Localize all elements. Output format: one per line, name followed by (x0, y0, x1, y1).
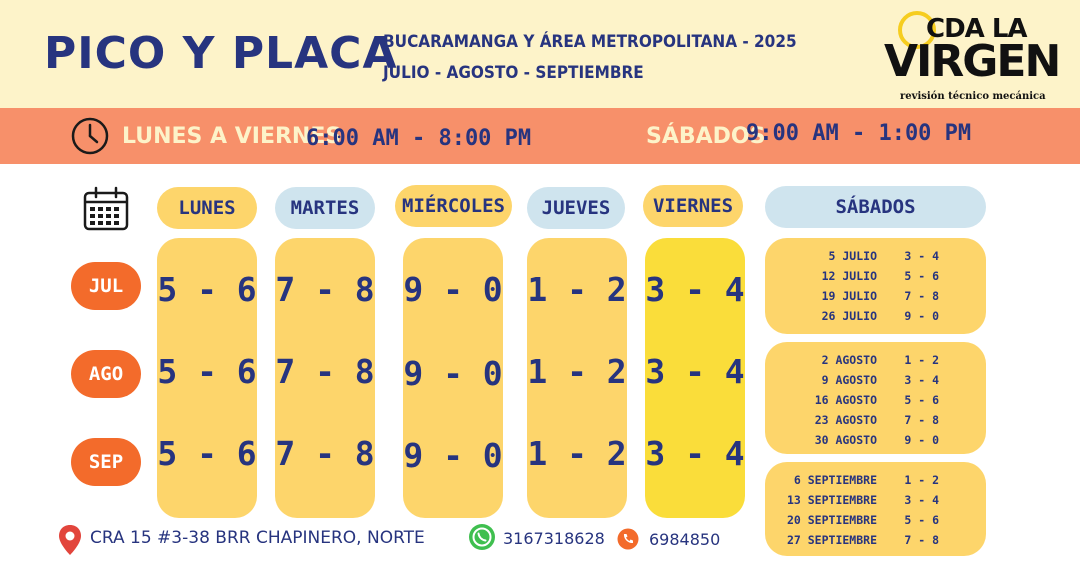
header-subtitle-months: JULIO - AGOSTO - SEPTIEMBRE (383, 63, 644, 83)
saturday-label: SÁBADOS (646, 124, 766, 149)
plate-viernes-jul: 3 - 4 (645, 270, 745, 309)
cda-la-virgen-logo (880, 8, 1060, 104)
plate-lunes-sep: 5 - 6 (157, 434, 257, 473)
day-header-sabados: SÁBADOS (765, 186, 986, 228)
whatsapp-icon (468, 523, 496, 551)
saturday-plates: 7 - 8 (904, 413, 939, 427)
plate-martes-jul: 7 - 8 (275, 270, 375, 309)
day-header-martes: MARTES (275, 187, 375, 229)
plate-miercoles-jul: 9 - 0 (403, 270, 503, 309)
saturday-plates: 7 - 8 (904, 533, 939, 547)
column-lunes (157, 238, 257, 518)
saturday-date: 20 SEPTIEMBRE (786, 513, 877, 527)
saturday-date: 23 AGOSTO (814, 413, 877, 427)
saturday-plates: 5 - 6 (904, 513, 939, 527)
saturday-date: 6 SEPTIEMBRE (793, 473, 877, 487)
saturday-date: 9 AGOSTO (821, 373, 877, 387)
saturday-plates: 7 - 8 (904, 289, 939, 303)
saturday-row (765, 530, 986, 550)
saturday-date: 12 JULIO (821, 269, 877, 283)
plate-martes-ago: 7 - 8 (275, 352, 375, 391)
saturday-box-jul (765, 238, 986, 334)
column-viernes (645, 238, 745, 518)
saturday-row (765, 510, 986, 530)
plate-jueves-jul: 1 - 2 (527, 270, 627, 309)
saturday-box-ago (765, 342, 986, 454)
plate-viernes-ago: 3 - 4 (645, 352, 745, 391)
plate-jueves-sep: 1 - 2 (527, 434, 627, 473)
saturday-plates: 3 - 4 (904, 249, 939, 263)
saturday-box-sep (765, 462, 986, 556)
saturday-plates: 5 - 6 (904, 269, 939, 283)
plate-miercoles-ago: 9 - 0 (403, 354, 503, 393)
saturday-date: 19 JULIO (821, 289, 877, 303)
saturday-date: 27 SEPTIEMBRE (786, 533, 877, 547)
plate-miercoles-sep: 9 - 0 (403, 436, 503, 475)
saturday-plates: 3 - 4 (904, 373, 939, 387)
address-text: CRA 15 #3-38 BRR CHAPINERO, NORTE (90, 528, 425, 548)
weekday-label: LUNES A VIERNES (122, 124, 342, 149)
saturday-date: 13 SEPTIEMBRE (786, 493, 877, 507)
saturday-hours: 9:00 AM - 1:00 PM (746, 121, 972, 146)
saturday-date: 2 AGOSTO (821, 353, 877, 367)
saturday-row (765, 306, 986, 326)
day-header-viernes: VIERNES (643, 185, 743, 227)
whatsapp-number[interactable]: 3167318628 (503, 529, 605, 548)
location-pin-icon (58, 524, 82, 556)
saturday-plates: 1 - 2 (904, 353, 939, 367)
phone-number[interactable]: 6984850 (649, 530, 721, 549)
logo-text-bottom: VIRGEN (884, 36, 1060, 87)
saturday-plates: 9 - 0 (904, 309, 939, 323)
saturday-row (765, 286, 986, 306)
plate-lunes-jul: 5 - 6 (157, 270, 257, 309)
column-jueves (527, 238, 627, 518)
plate-martes-sep: 7 - 8 (275, 434, 375, 473)
saturday-plates: 9 - 0 (904, 433, 939, 447)
saturday-date: 16 AGOSTO (814, 393, 877, 407)
month-badge-jul: JUL (71, 262, 141, 310)
day-header-miercoles: MIÉRCOLES (395, 185, 512, 227)
saturday-plates: 3 - 4 (904, 493, 939, 507)
logo-text-top: CDA LA (926, 14, 1027, 44)
saturday-date: 30 AGOSTO (814, 433, 877, 447)
month-badge-sep: SEP (71, 438, 141, 486)
clock-icon (70, 116, 110, 156)
column-martes (275, 238, 375, 518)
saturday-date: 5 JULIO (828, 249, 877, 263)
saturday-plates: 5 - 6 (904, 393, 939, 407)
saturday-row (765, 370, 986, 390)
header-subtitle-location: BUCARAMANGA Y ÁREA METROPOLITANA - 2025 (383, 32, 797, 52)
column-miercoles (403, 238, 503, 518)
day-header-jueves: JUEVES (527, 187, 625, 229)
page-title: PICO Y PLACA (44, 28, 398, 79)
saturday-row (765, 470, 986, 490)
day-header-lunes: LUNES (157, 187, 257, 229)
saturday-row (765, 410, 986, 430)
saturday-row (765, 430, 986, 450)
calendar-icon (82, 186, 130, 232)
phone-icon (617, 528, 639, 550)
plate-viernes-sep: 3 - 4 (645, 434, 745, 473)
logo-tagline: revisión técnico mecánica (900, 91, 1046, 102)
saturday-plates: 1 - 2 (904, 473, 939, 487)
saturday-row (765, 350, 986, 370)
saturday-row (765, 266, 986, 286)
plate-jueves-ago: 1 - 2 (527, 352, 627, 391)
saturday-row (765, 490, 986, 510)
saturday-date: 26 JULIO (821, 309, 877, 323)
weekday-hours: 6:00 AM - 8:00 PM (306, 126, 532, 151)
saturday-row (765, 390, 986, 410)
saturday-row (765, 246, 986, 266)
month-badge-ago: AGO (71, 350, 141, 398)
plate-lunes-ago: 5 - 6 (157, 352, 257, 391)
